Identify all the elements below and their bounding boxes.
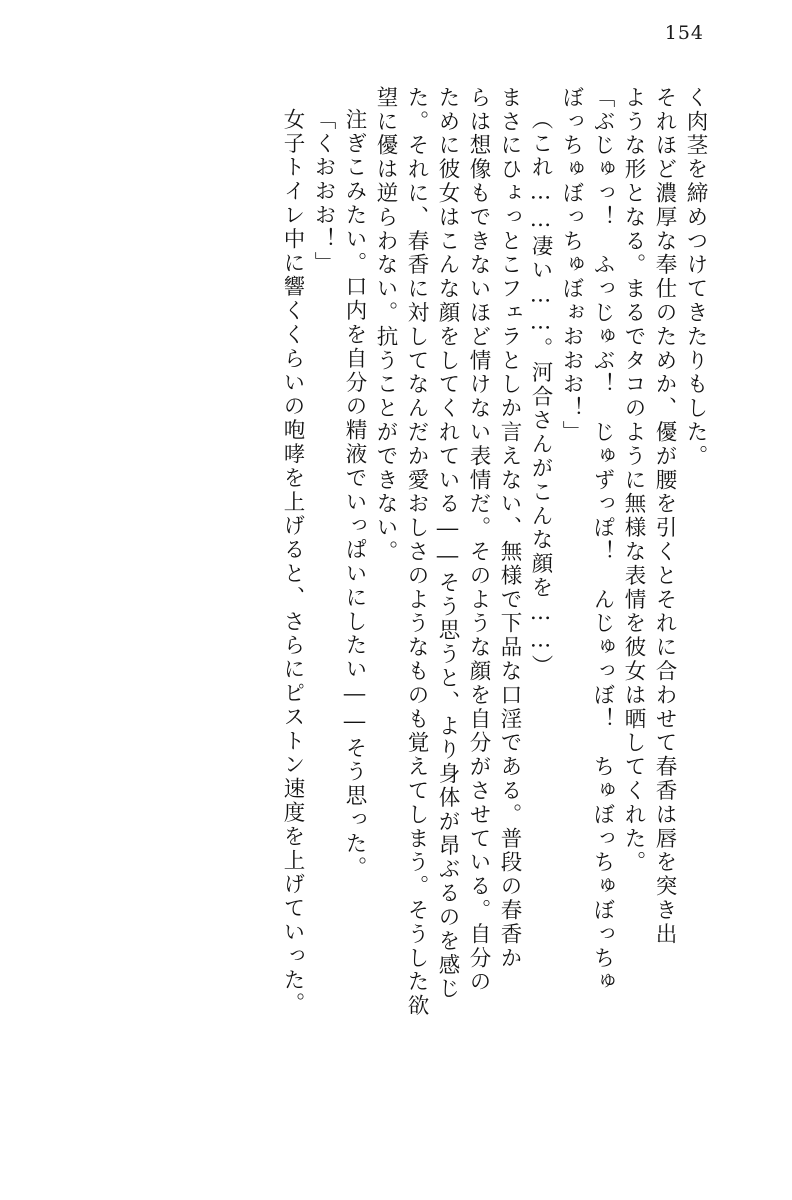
text-column: ような形となる。まるでタコのように無様な表情を彼女は晒してくれた。 bbox=[621, 86, 646, 875]
text-column: 注ぎこみたい。口内を自分の精液でいっぱいにしたい――そう思った。 bbox=[342, 108, 367, 880]
text-column: く肉茎を締めつけてきたりもした。 bbox=[683, 86, 708, 469]
text-column: た。それに、春香に対してなんだか愛おしさのようなものも覚えてしまう。そうした欲 bbox=[404, 86, 429, 1019]
text-column: （これ……凄い……。河合さんがこんな顔を……） bbox=[528, 108, 553, 679]
text-column: 望に優は逆らわない。抗うことができない。 bbox=[373, 86, 398, 564]
text-column: ために彼女はこんな顔をしてくれている――そう思うと、より身体が昂ぶるのを感じ bbox=[435, 86, 460, 1002]
text-column: 「ぶじゅっ！ ふっじゅぶ！ じゅずっぽ！ んじゅっぼ！ ちゅぼっちゅぼっちゅ bbox=[590, 86, 615, 995]
vertical-text-body bbox=[110, 86, 706, 1160]
page-number: 154 bbox=[664, 22, 704, 44]
text-column: らは想像もできないほど情けない表情だ。そのような顔を自分がさせている。自分の bbox=[466, 86, 491, 995]
text-column: 「くおおお！」 bbox=[311, 108, 336, 276]
text-column: まさにひょっとこフェラとしか言えない、無様で下品な口淫である。普段の春香か bbox=[497, 86, 522, 971]
text-column: それほど濃厚な奉仕のためか、優が腰を引くとそれに合わせて春香は唇を突き出 bbox=[652, 86, 677, 947]
text-column: ぼっちゅぼっちゅぼぉおおお！」 bbox=[559, 86, 584, 445]
text-column: 女子トイレ中に響くくらいの咆哮を上げると、さらにピストン速度を上げていった。 bbox=[280, 108, 305, 1017]
